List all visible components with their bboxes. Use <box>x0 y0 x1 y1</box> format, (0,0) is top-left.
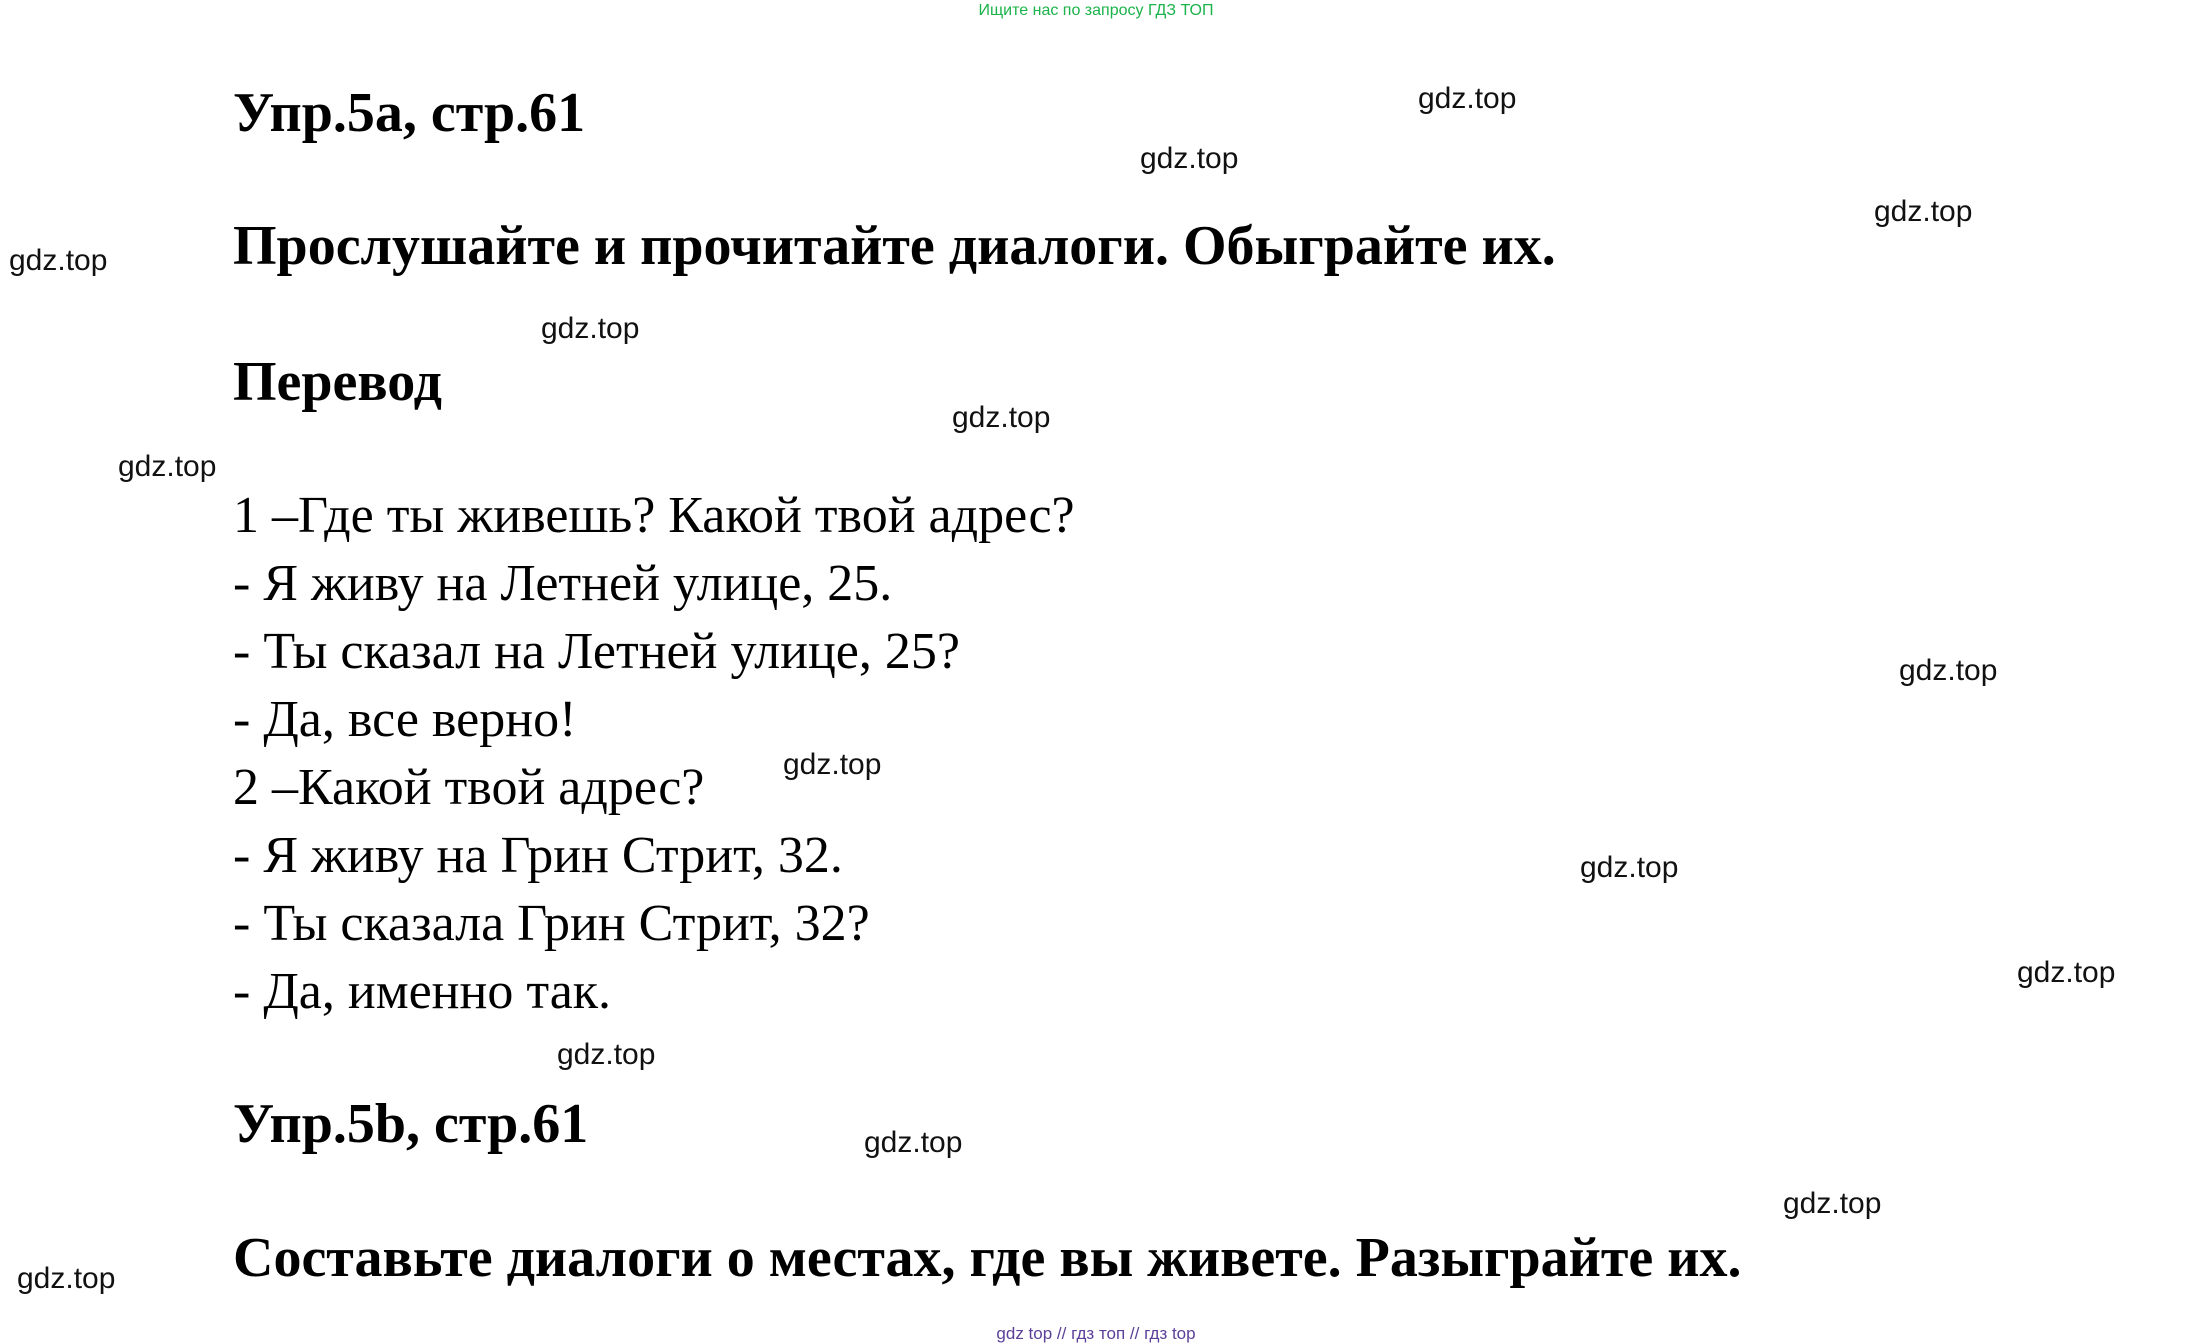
top-banner: Ищите нас по запросу ГДЗ ТОП <box>978 2 1214 19</box>
watermark: gdz.top <box>118 450 217 483</box>
watermark: gdz.top <box>2017 956 2116 989</box>
exercise-a-title: Упр.5а, стр.61 <box>233 82 586 144</box>
dialogue-line: - Я живу на Летней улице, 25. <box>233 555 893 612</box>
watermark: gdz.top <box>1418 82 1517 115</box>
footer-links: gdz top // гдз топ // гдз top <box>996 1324 1196 1343</box>
dialogue-line: - Да, именно так. <box>233 963 612 1020</box>
dialogue-line: 1 –Где ты живешь? Какой твой адрес? <box>233 487 1075 544</box>
translation-heading: Перевод <box>233 351 442 413</box>
watermark: gdz.top <box>1899 654 1998 687</box>
exercise-b-title: Упр.5b, стр.61 <box>233 1093 589 1155</box>
watermark: gdz.top <box>952 401 1051 434</box>
watermark: gdz.top <box>17 1262 116 1295</box>
watermark: gdz.top <box>1580 851 1679 884</box>
exercise-a-instruction: Прослушайте и прочитайте диалоги. Обыграйте их. <box>233 215 1556 277</box>
watermark: gdz.top <box>1140 142 1239 175</box>
dialogue-line: 2 –Какой твой адрес? <box>233 759 705 816</box>
dialogue-line: - Ты сказал на Летней улице, 25? <box>233 623 960 680</box>
watermark: gdz.top <box>1874 195 1973 228</box>
watermark: gdz.top <box>783 748 882 781</box>
dialogue-line: - Я живу на Грин Стрит, 32. <box>233 827 843 884</box>
watermark: gdz.top <box>9 244 108 277</box>
exercise-b-instruction: Составьте диалоги о местах, где вы живете. Разыграйте их. <box>233 1227 1742 1289</box>
dialogue-line: - Ты сказала Грин Стрит, 32? <box>233 895 870 952</box>
dialogue-list <box>233 482 1075 1026</box>
dialogue-line: - Да, все верно! <box>233 691 577 748</box>
watermark: gdz.top <box>557 1038 656 1071</box>
watermark: gdz.top <box>1783 1187 1882 1220</box>
watermark: gdz.top <box>864 1126 963 1159</box>
watermark: gdz.top <box>541 312 640 345</box>
